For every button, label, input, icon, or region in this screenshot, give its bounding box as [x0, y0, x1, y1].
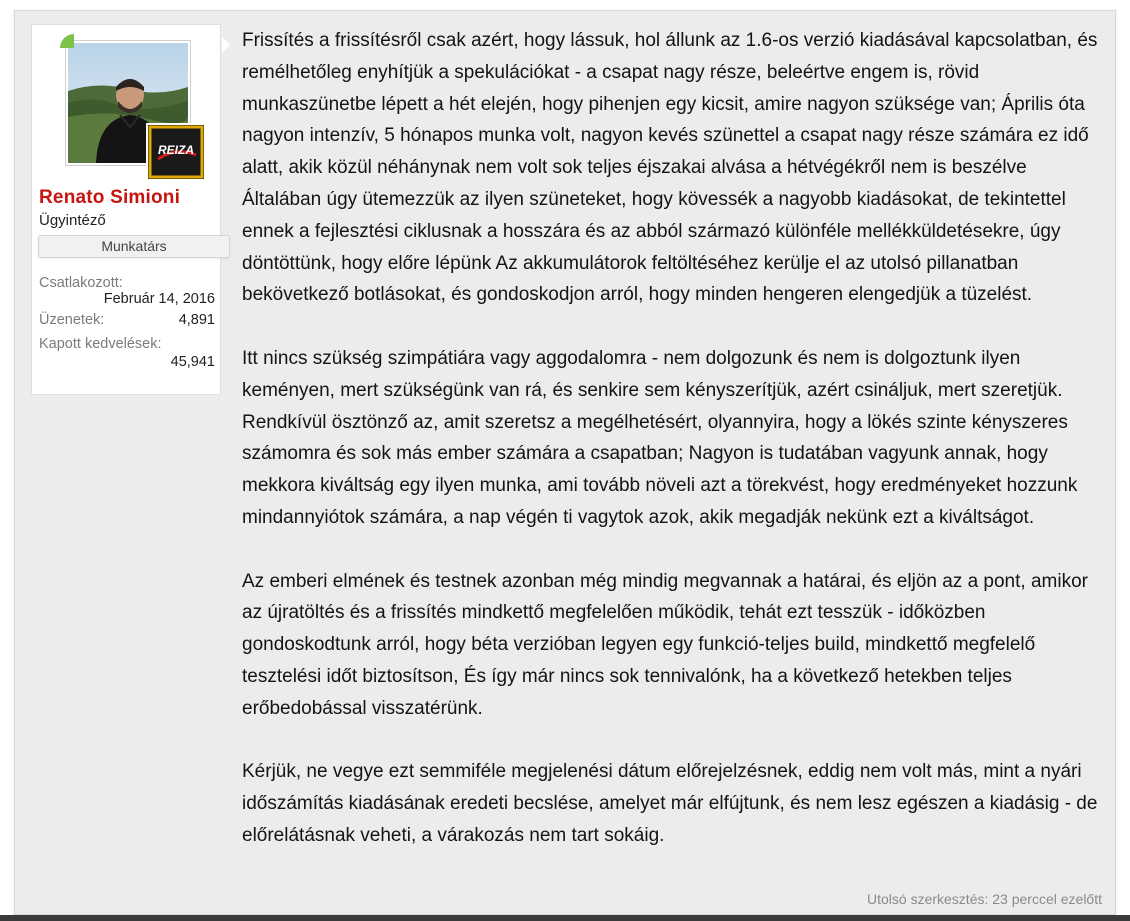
message-paragraph: Frissítés a frissítésről csak azért, hogy lássuk, hol állunk az 1.6-os verzió kiadásával kapcsolatban, és remélhetőleg enyhítjük a spekulációkat - a csapat nagy része, beleértve engem is, rövid munkaszünetbe lépett a hét elején, hogy pihenjen egy kicsit, amire nagyon szüksége van; Április óta nagyon intenzív, 5 hónapos munka volt, nagyon kevés szünettel a csapat nagy része számára ez idő alatt, akik közül néhánynak nem volt sok teljes éjszakai alvása a hétvégékről nem is beszélve Általában úgy ütemezzük az ilyen szüneteket, hogy kövessék a nagyobb kiadásokat, de tekintettel ennek a fejlesztési ciklusnak a hosszára és az abból származó különféle mellékküldetésekre, úgy döntöttünk, hogy előre lépünk Az akkumulátorok feltöltéséhez kerülje el az utolsó pillanatban bekövetkező botlásokat, és gondoskodjon arról, hogy minden hengeren elengedjük a tüzelést. — [242, 30, 1098, 306]
online-status-icon — [60, 34, 74, 48]
bottom-bar — [0, 915, 1130, 921]
message-paragraph: Az emberi elmének és testnek azonban még mindig megvannak a határai, és eljön az a pont, amikor az újratöltés és a frissítés mindkettő megfelelően működik, tehát ezt tesszük - időközben gondoskodtunk arról, hogy béta verzióban legyen egy funkció-teljes build, mindkettő megfelelő tesztelési időt biztosítson, És így már nincs sok tennivalónk, ha a következő hetekben teljes erőbedobással visszatérünk. — [242, 570, 1088, 719]
badge-logo-text: REIZA — [158, 143, 194, 157]
message-paragraph: Kérjük, ne vegye ezt semmiféle megjelenési dátum előrejelzésnek, eddig nem volt más, mint a nyári időszámítás kiadásának eredeti becslése, amelyet már elfújtunk, és nem lesz egészen a kiadásig - de előrelátásnak veheti, a várakozás nem tart sokáig. — [242, 761, 1098, 846]
message-paragraph: Itt nincs szükség szimpátiára vagy aggodalomra - nem dolgozunk és nem is dolgoztunk ilyen keményen, mert szükségünk van rá, és senkire sem kényszerítjük, azért csináljuk, mert szeretjük. Rendkívül ösztönző az, amit szeretsz a megélhetésért, olyannyira, hogy a lökés szinte kényszeres számomra és sok más ember számára a csapatban; Nagyon is tudatában vagyunk annak, hogy mekkora kiváltság egy ilyen munka, ami tovább növeli azt a törekvést, hogy eredményeket hozzunk mindannyiótok számára, a nap végén ti vagytok azok, akik megadják nekünk ezt a kiváltságot. — [242, 347, 1078, 528]
joined-label: Csatlakozott: — [39, 275, 123, 291]
message-body — [242, 25, 1100, 884]
messages-label: Üzenetek: — [39, 312, 105, 328]
messages-row — [39, 312, 215, 336]
username-link[interactable]: Renato Simioni — [39, 187, 181, 208]
reiza-logo-badge-icon — [146, 123, 206, 181]
user-banner: Munkatárs — [38, 235, 230, 258]
user-card-arrow — [222, 37, 230, 53]
joined-value: Február 14, 2016 — [103, 291, 215, 307]
user-title: Ügyintéző — [39, 212, 106, 229]
last-edit-note: Utolsó szerkesztés: 23 perccel ezelőtt — [867, 891, 1102, 907]
messages-value[interactable]: 4,891 — [178, 312, 215, 328]
user-card — [31, 24, 221, 395]
user-extras — [39, 275, 215, 370]
likes-value: 45,941 — [170, 354, 215, 370]
likes-label: Kapott kedvelések: — [39, 336, 162, 352]
